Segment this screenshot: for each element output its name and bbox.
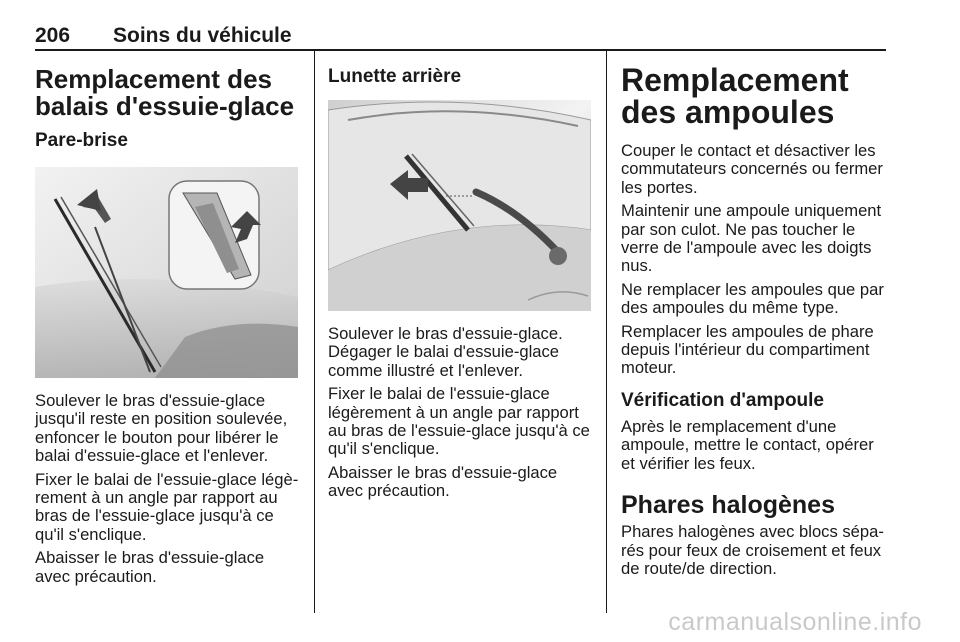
subheading-windscreen: Pare-brise xyxy=(35,130,128,151)
page-number: 206 xyxy=(35,24,71,47)
paragraph: Fixer le balai de l'essuie-glace légèrement à un angle par rapport au bras de l'essuie-glace jusqu'à ce qu'il s'enclique. xyxy=(35,469,299,544)
header-rule xyxy=(35,49,886,51)
paragraph: Fixer le balai de l'essuie-glace légèrement à un angle par rapport au bras de l'essuie-glace jusqu'à ce qu'il s'enclique. xyxy=(328,384,590,459)
watermark: carmanualsonline.info xyxy=(668,608,922,636)
windscreen-wiper-illustration xyxy=(35,167,298,378)
paragraph: Couper le contact et désactiver les commutateurs concernés ou fermer les portes. xyxy=(621,141,883,197)
paragraph: Abaisser le bras d'essuie-glace avec précaution. xyxy=(35,548,265,586)
paragraph: Maintenir une ampoule uniquement par son culot. Ne pas toucher le verre de l'ampoule avec les doigts nus. xyxy=(621,201,882,276)
heading-bulb-replacement: Remplacement des ampoules xyxy=(621,62,849,130)
paragraph: Soulever le bras d'essuie-glace. Dégager le balai d'essuie-glace comme illustré et l'enlever. xyxy=(328,324,563,380)
paragraph: Après le remplacement d'une ampoule, mettre le contact, opérer et vérifier les feux. xyxy=(621,416,874,473)
rear-wiper-illustration xyxy=(328,100,591,311)
subheading-rear-window: Lunette arrière xyxy=(328,66,462,87)
column-bulbs xyxy=(621,60,887,578)
paragraph: Soulever le bras d'essuie-glace jusqu'il reste en position soulevée, enfoncer le bouton pour libérer le balai d'essuie-glace et l'enlever. xyxy=(35,391,288,466)
heading-halogen-headlights: Phares halogènes xyxy=(621,491,835,520)
paragraph: Phares halogènes avec blocs séparés pour feux de croisement et feux de route/de direction. xyxy=(621,522,884,578)
paragraph: Abaisser le bras d'essuie-glace avec précaution. xyxy=(328,462,558,501)
paragraph: Remplacer les ampoules de phare depuis l'intérieur du compartiment moteur. xyxy=(621,321,874,378)
column-divider-2 xyxy=(606,51,607,613)
subheading-bulb-check: Vérification d'ampoule xyxy=(621,389,824,411)
column-divider-1 xyxy=(314,51,315,613)
section-title: Soins du véhicule xyxy=(113,24,292,47)
column-wiper-windscreen xyxy=(35,60,303,586)
paragraph: Ne remplacer les ampoules que par des ampoules du même type. xyxy=(621,279,884,318)
heading-wiper-replacement: Remplacement des balais d'essuie-glace xyxy=(35,64,295,121)
column-wiper-rear xyxy=(328,60,591,501)
